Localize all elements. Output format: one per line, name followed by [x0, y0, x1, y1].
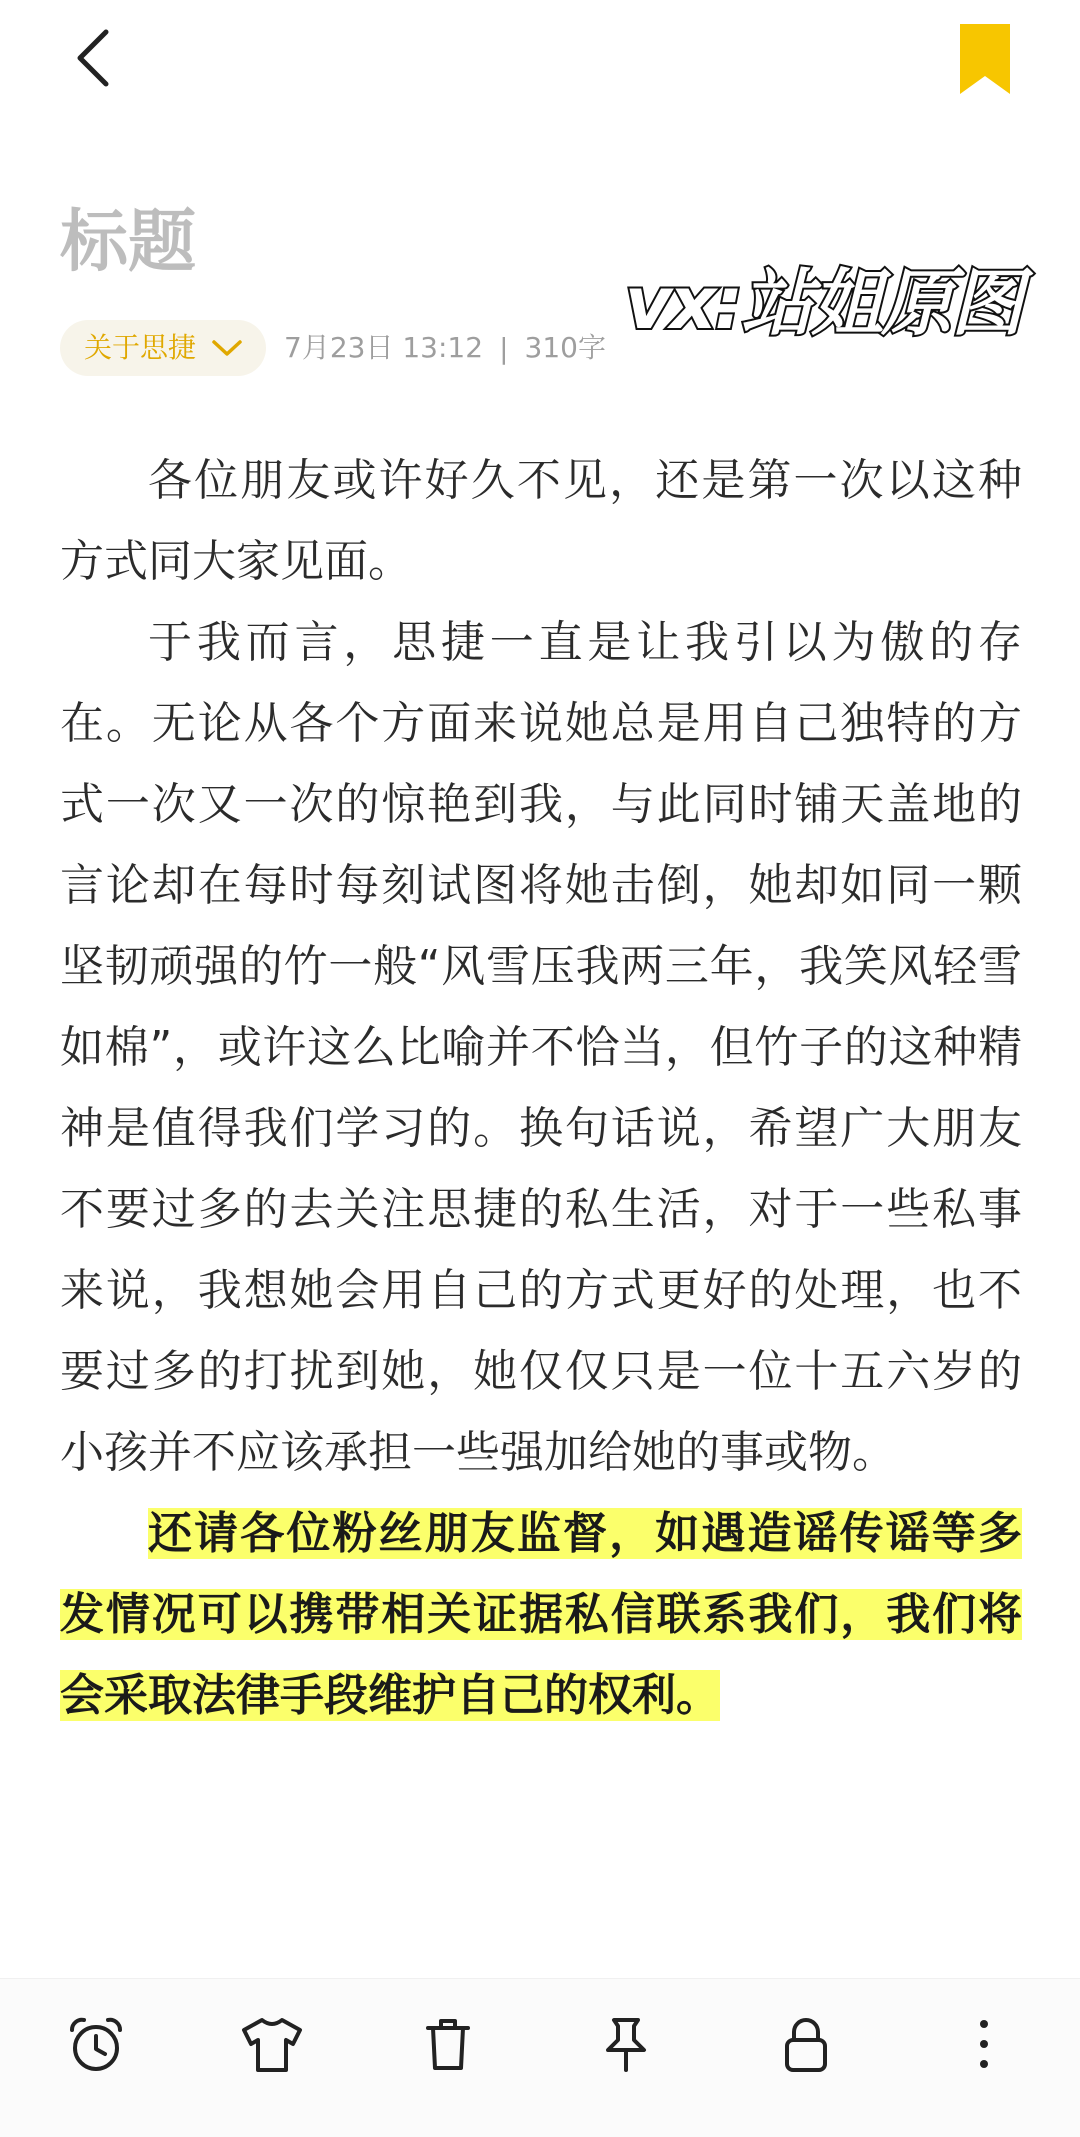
watermark-text: vx:站姐原图	[625, 261, 1022, 345]
paragraph: 各位朋友或许好久不见，还是第一次以这种方式同大家见面。	[60, 455, 1022, 587]
pin-button[interactable]	[586, 2004, 666, 2084]
bottom-toolbar	[0, 1978, 1080, 2137]
note-datetime: 7月23日 13:12	[284, 331, 484, 364]
theme-button[interactable]	[232, 2004, 312, 2084]
top-bar	[0, 0, 1080, 120]
note-title[interactable]: 标题	[60, 203, 197, 282]
t-shirt-icon	[238, 2012, 306, 2076]
highlighted-paragraph-container	[60, 1493, 1022, 1736]
more-button[interactable]	[944, 2004, 1024, 2084]
lock-icon	[774, 2012, 838, 2076]
paragraph: 于我而言，思捷一直是让我引以为傲的存在。无论从各个方面来说她总是用自己独特的方式一次又一次的惊艳到我，与此同时铺天盖地的言论却在每时每刻试图将她击倒，她却如同一颗坚韧顽强的竹一般“风雪压我两三年，我笑风轻雪如棉”，或许这么比喻并不恰当，但竹子的这种精神是值得我们学习的。换句话说，希望广大朋友不要过多的去关注思捷的私生活，对于一些私事来说，我想她会用自己的方式更好的处理，也不要过多的打扰到她，她仅仅只是一位十五六岁的小孩并不应该承担一些强加给她的事或物。	[60, 617, 1022, 1478]
note-body[interactable]	[60, 440, 1022, 1736]
more-vertical-icon	[964, 2012, 1004, 2076]
trash-icon	[416, 2012, 480, 2076]
lock-button[interactable]	[766, 2004, 846, 2084]
folder-label: 关于思捷	[84, 331, 197, 364]
meta-separator: |	[499, 331, 509, 365]
bookmark-button[interactable]	[950, 18, 1020, 98]
bookmark-icon	[950, 18, 1020, 98]
pin-icon	[594, 2012, 658, 2076]
note-meta-row	[60, 318, 606, 378]
back-button[interactable]	[56, 18, 136, 98]
folder-selector[interactable]	[60, 320, 266, 376]
alarm-clock-icon	[64, 2012, 128, 2076]
reminder-button[interactable]	[56, 2004, 136, 2084]
chevron-left-icon	[56, 18, 136, 98]
highlighted-paragraph: 还请各位粉丝朋友监督，如遇造谣传谣等多发情况可以携带相关证据私信联系我们，我们将会采取法律手段维护自己的权利。	[60, 1508, 1022, 1721]
chevron-down-icon	[210, 338, 244, 358]
delete-button[interactable]	[408, 2004, 488, 2084]
word-count: 310字	[524, 331, 606, 364]
